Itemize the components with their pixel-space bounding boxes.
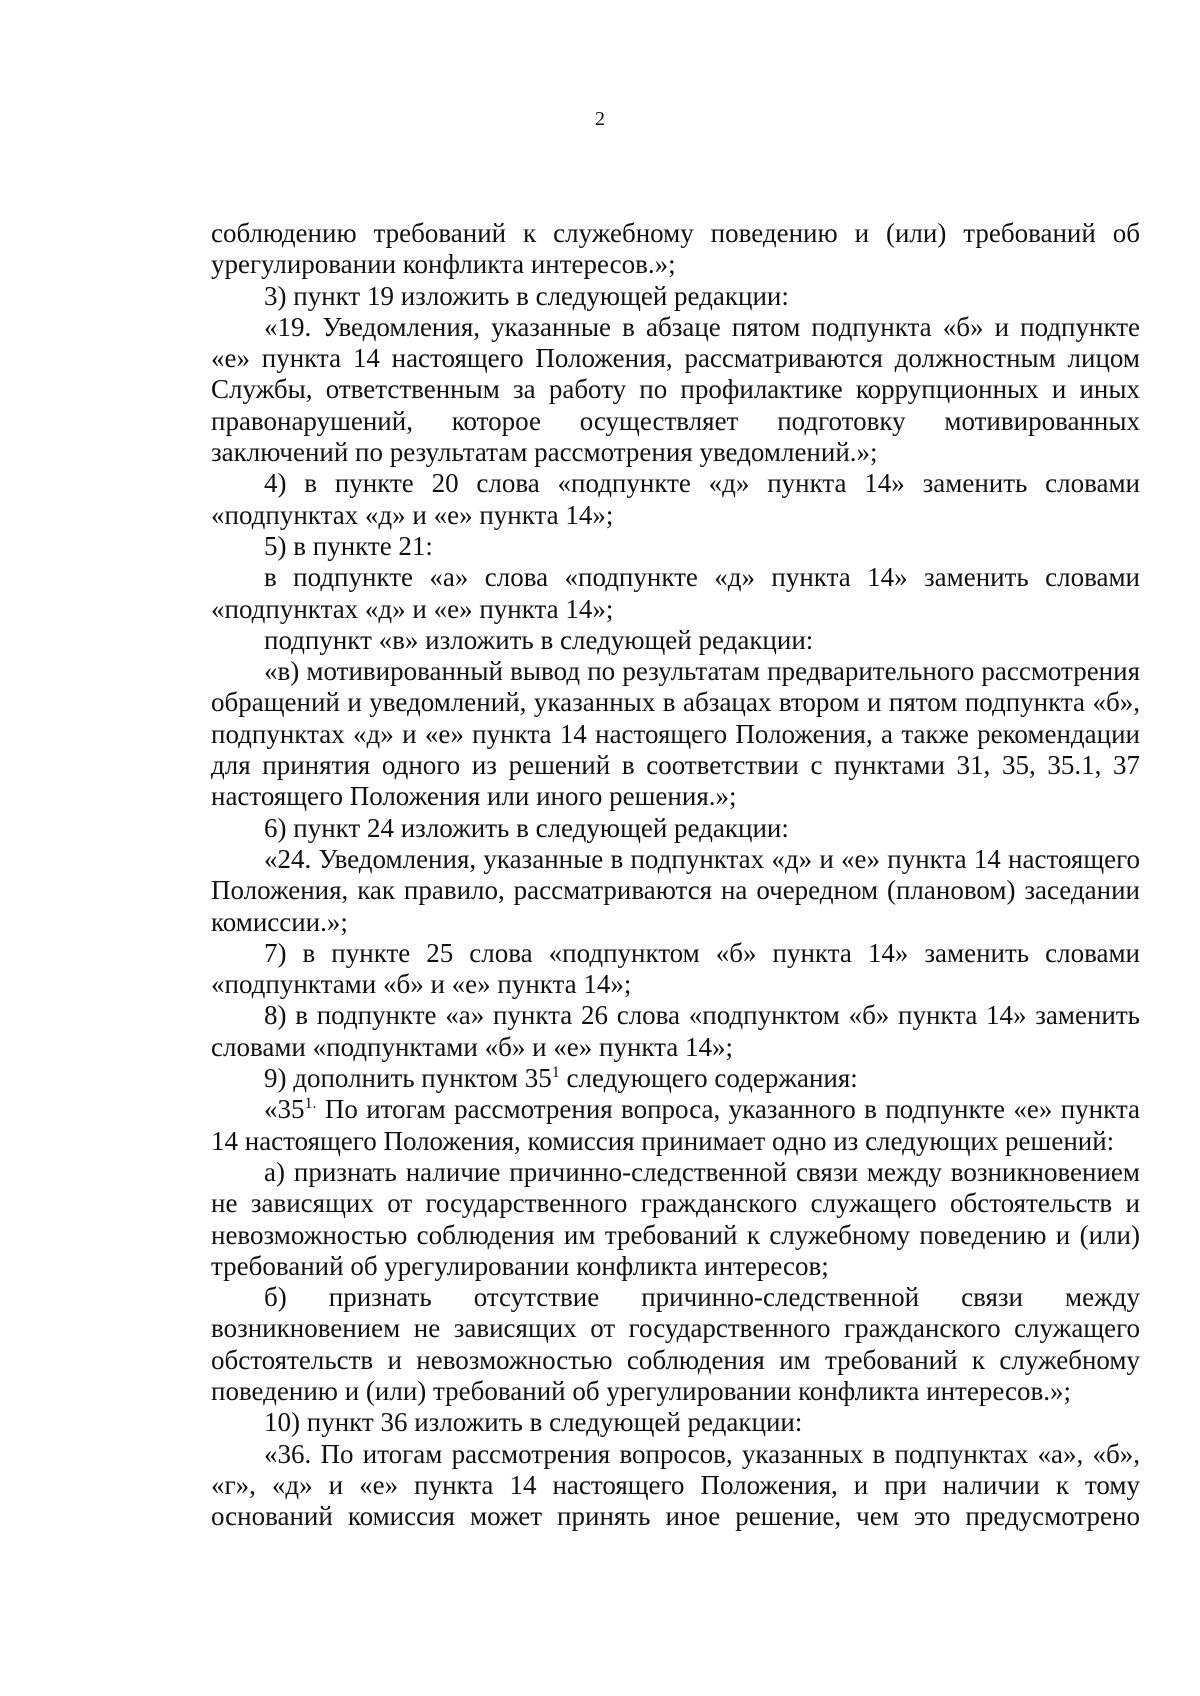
paragraph: «36. По итогам рассмотрения вопросов, указанных в подпунктах «а», «б», «г», «д» и «е» пункта 14 настоящего Положения, и при наличии к тому оснований комиссия может принять иное решение, чем это предусмотрено	[211, 1438, 1140, 1532]
superscript: 1.	[304, 1095, 317, 1113]
text-run: 9) дополнить пунктом 35	[264, 1063, 552, 1094]
paragraph: соблюдению требований к служебному поведению и (или) требований об урегулировании конфликта интересов.»;	[211, 218, 1140, 280]
paragraph: 7) в пункте 25 слова «подпунктом «б» пункта 14» заменить словами «подпунктами «б» и «е» пункта 14»;	[211, 937, 1140, 1000]
paragraph: а) признать наличие причинно-следственной связи между возникновением не зависящих от государственного гражданского служащего обстоятельств и невозможностью соблюдения им требований к служебному поведению и (или) требований об урегулировании конфликта интересов;	[211, 1156, 1140, 1281]
paragraph-item-35-1	[211, 1094, 1140, 1157]
paragraph: «в) мотивированный вывод по результатам предварительного рассмотрения обращений и уведомлений, указанных в абзацах втором и пятом подпункта «б», подпунктах «д» и «е» пункта 14 настоящего Положения, а также рекомендации для принятия одного из решений в соответствии с пунктами 31, 35, 35.1, 37 настоящего Положения или иного решения.»;	[211, 656, 1140, 812]
paragraph: б) признать отсутствие причинно-следственной связи между возникновением не зависящих от государственного гражданского служащего обстоятельств и невозможностью соблюдения им требований к служебному поведению и (или) требований об урегулировании конфликта интересов.»;	[211, 1282, 1140, 1406]
paragraph: 6) пункт 24 изложить в следующей редакции:	[264, 812, 789, 843]
paragraph: в подпункте «а» слова «подпункте «д» пункта 14» заменить словами «подпунктах «д» и «е» пункта 14»;	[211, 562, 1140, 624]
document-body	[211, 218, 1140, 1532]
superscript: 1	[551, 1064, 560, 1082]
paragraph: подпункт «в» изложить в следующей редакции:	[264, 624, 814, 655]
paragraph: «24. Уведомления, указанные в подпунктах «д» и «е» пункта 14 настоящего Положения, как правило, рассматриваются на очередном (плановом) заседании комиссии.»;	[211, 843, 1140, 937]
paragraph: «19. Уведомления, указанные в абзаце пятом подпункта «б» и подпункте «е» пункта 14 настоящего Положения, рассматриваются должностным лицом Службы, ответственным за работу по профилактике коррупционных и иных правонарушений, которое осуществляет подготовку мотивированных заключений по результатам рассмотрения уведомлений.»;	[211, 311, 1140, 468]
text-run: По итогам рассмотрения вопроса, указанного в подпункте «е» пункта 14 настоящего Положения, комиссия принимает одно из следующих решений:	[211, 1094, 1140, 1156]
page-number: 2	[595, 108, 605, 130]
paragraph: 8) в подпункте «а» пункта 26 слова «подпунктом «б» пункта 14» заменить словами «подпунктами «б» и «е» пункта 14»;	[211, 1000, 1140, 1062]
text-run: «35	[264, 1094, 305, 1125]
paragraph: 5) в пункте 21:	[264, 530, 433, 561]
paragraph: 4) в пункте 20 слова «подпункте «д» пункта 14» заменить словами «подпунктах «д» и «е» пункта 14»;	[211, 468, 1140, 530]
paragraph: 3) пункт 19 изложить в следующей редакции:	[264, 280, 789, 311]
text-run: следующего содержания:	[559, 1063, 858, 1094]
paragraph: 10) пункт 36 изложить в следующей редакции:	[264, 1407, 803, 1438]
paragraph-item-9	[211, 1063, 1140, 1094]
